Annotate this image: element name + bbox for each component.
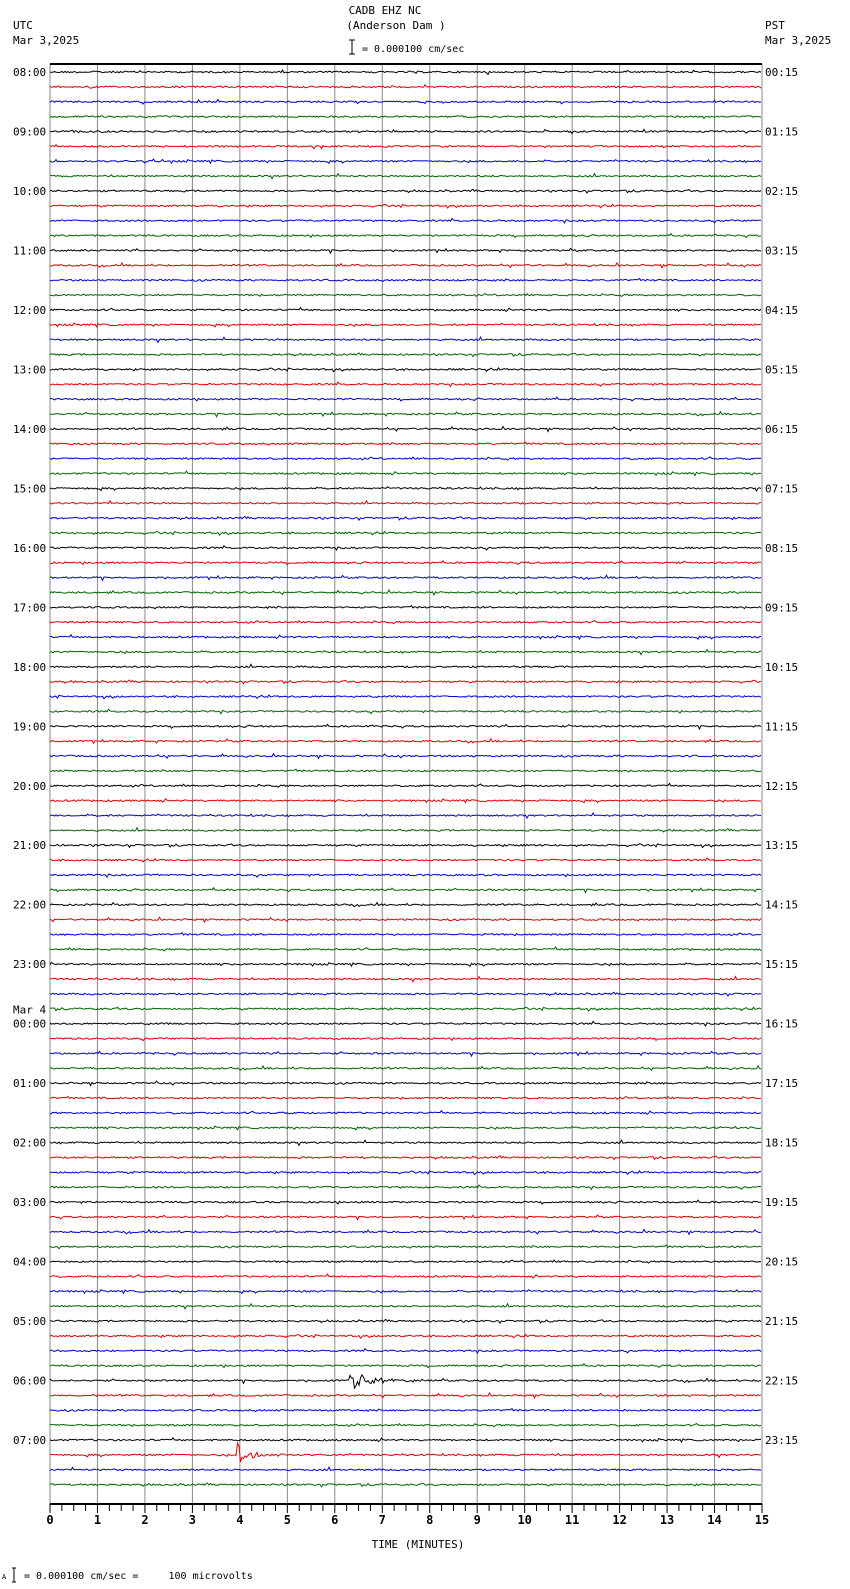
- trace-row-21: [50, 382, 761, 386]
- trace-row-71: [50, 1126, 761, 1130]
- x-tick-label: 12: [612, 1513, 627, 1527]
- pst-hour-label: 23:15: [765, 1434, 799, 1448]
- x-tick-label: 15: [754, 1513, 770, 1527]
- trace-row-66: [50, 1051, 761, 1056]
- trace-row-15: [50, 294, 761, 297]
- trace-row-5: [50, 145, 761, 149]
- utc-hour-label: 12:00: [13, 303, 47, 317]
- x-tick-label: 1: [93, 1513, 102, 1527]
- trace-row-6: [50, 159, 761, 163]
- x-tick-label: 6: [331, 1513, 339, 1527]
- utc-date: Mar 3,2025: [13, 34, 80, 47]
- trace-row-43: [50, 709, 761, 713]
- pst-hour-label: 01:15: [765, 125, 799, 139]
- utc-hour-label: 09:00: [13, 125, 47, 139]
- trace-row-95: [50, 1483, 761, 1487]
- trace-row-78: [50, 1229, 761, 1234]
- trace-row-23: [50, 412, 761, 417]
- utc-hour-label: 22:00: [13, 898, 47, 912]
- trace-row-19: [50, 353, 761, 357]
- trace-row-69: [50, 1096, 761, 1099]
- trace-row-37: [50, 621, 761, 624]
- pst-hour-label: 08:15: [765, 541, 799, 555]
- trace-row-20: [50, 368, 761, 372]
- x-tick-label: 7: [378, 1513, 386, 1527]
- x-tick-label: 11: [564, 1513, 580, 1527]
- x-tick-label: 14: [707, 1513, 722, 1527]
- trace-row-84: [50, 1319, 761, 1323]
- pst-hour-label: 13:15: [765, 839, 799, 853]
- trace-row-76: [50, 1200, 761, 1204]
- time-labels: [13, 66, 798, 1447]
- trace-row-32: [50, 546, 761, 550]
- trace-row-79: [50, 1245, 761, 1249]
- pst-hour-label: 17:15: [765, 1077, 799, 1091]
- utc-hour-label: 06:00: [13, 1374, 47, 1388]
- trace-row-92: [50, 1438, 761, 1442]
- trace-row-41: [50, 680, 761, 684]
- trace-row-36: [50, 606, 761, 609]
- trace-row-1: [50, 85, 761, 88]
- trace-row-83: [50, 1304, 761, 1309]
- trace-row-59: [50, 947, 761, 951]
- utc-hour-label: 02:00: [13, 1136, 47, 1150]
- pst-hour-label: 04:15: [765, 303, 799, 317]
- trace-row-81: [50, 1274, 761, 1278]
- trace-row-4: [50, 129, 761, 133]
- x-axis: [46, 1504, 769, 1527]
- trace-row-57: [50, 917, 761, 922]
- pst-hour-label: 16:15: [765, 1017, 799, 1031]
- trace-row-45: [50, 739, 761, 743]
- trace-row-3: [50, 116, 761, 119]
- pst-hour-label: 05:15: [765, 363, 799, 377]
- utc-hour-label: 20:00: [13, 779, 47, 793]
- trace-row-74: [50, 1171, 761, 1175]
- trace-row-60: [50, 962, 761, 966]
- trace-row-51: [50, 828, 761, 832]
- x-tick-label: 9: [473, 1513, 481, 1527]
- utc-hour-label: 18:00: [13, 660, 47, 674]
- footer-scale-note: = 0.000100 cm/sec = 100 microvolts: [24, 1571, 253, 1582]
- trace-row-91: [50, 1424, 761, 1427]
- trace-row-24: [50, 427, 761, 432]
- x-tick-label: 8: [426, 1513, 434, 1527]
- trace-row-64: [50, 1022, 761, 1026]
- utc-hour-label: 15:00: [13, 482, 47, 496]
- x-tick-label: 13: [659, 1513, 675, 1527]
- utc-hour-label: 14:00: [13, 422, 47, 436]
- utc-hour-label: 08:00: [13, 66, 47, 79]
- trace-row-28: [50, 487, 761, 491]
- trace-row-18: [50, 337, 761, 342]
- trace-row-44: [50, 724, 761, 729]
- utc-hour-label: 00:00: [13, 1017, 47, 1031]
- trace-row-52: [50, 844, 761, 848]
- trace-row-25: [50, 442, 761, 445]
- trace-row-9: [50, 204, 761, 208]
- trace-row-2: [50, 100, 761, 105]
- grid: [50, 64, 762, 1504]
- trace-row-7: [50, 174, 761, 179]
- utc-hour-label: 07:00: [13, 1434, 47, 1448]
- pst-hour-label: 12:15: [765, 779, 799, 793]
- trace-row-63: [50, 1007, 761, 1011]
- pst-hour-label: 22:15: [765, 1374, 799, 1388]
- trace-row-75: [50, 1185, 761, 1189]
- pst-hour-label: 10:15: [765, 660, 799, 674]
- trace-row-30: [50, 517, 761, 521]
- pst-hour-label: 06:15: [765, 422, 799, 436]
- trace-row-14: [50, 279, 761, 282]
- trace-row-72: [50, 1140, 761, 1145]
- trace-row-82: [50, 1290, 761, 1294]
- utc-hour-label: 23:00: [13, 958, 47, 972]
- trace-row-77: [50, 1215, 761, 1220]
- trace-row-8: [50, 189, 761, 193]
- trace-row-89: [50, 1393, 761, 1398]
- trace-row-58: [50, 933, 761, 936]
- trace-row-55: [50, 888, 761, 893]
- pst-date: Mar 3,2025: [765, 34, 832, 47]
- trace-row-31: [50, 532, 761, 536]
- trace-row-50: [50, 813, 761, 818]
- trace-row-38: [50, 635, 761, 640]
- trace-row-90: [50, 1409, 761, 1412]
- trace-row-65: [50, 1037, 761, 1040]
- pst-hour-label: 09:15: [765, 601, 799, 615]
- trace-row-70: [50, 1111, 761, 1115]
- utc-hour-label: 13:00: [13, 363, 47, 377]
- trace-row-48: [50, 783, 761, 787]
- trace-row-22: [50, 397, 761, 401]
- scale-bar-icon: [349, 40, 355, 54]
- trace-row-33: [50, 561, 761, 565]
- utc-hour-label: 05:00: [13, 1315, 47, 1329]
- utc-hour-label: 19:00: [13, 720, 47, 734]
- pst-hour-label: 20:15: [765, 1255, 799, 1269]
- trace-row-68: [50, 1081, 761, 1086]
- pst-hour-label: 19:15: [765, 1196, 799, 1210]
- x-tick-label: 10: [517, 1513, 532, 1527]
- pst-hour-label: 02:15: [765, 184, 799, 198]
- x-tick-label: 4: [236, 1513, 244, 1527]
- trace-row-47: [50, 769, 761, 772]
- pst-hour-label: 11:15: [765, 720, 799, 734]
- utc-hour-label: 04:00: [13, 1255, 47, 1269]
- pst-hour-label: 15:15: [765, 958, 799, 972]
- trace-row-85: [50, 1334, 761, 1338]
- trace-row-10: [50, 219, 761, 223]
- pst-hour-label: 14:15: [765, 898, 799, 912]
- trace-row-40: [50, 664, 761, 667]
- date-change-label: Mar 4: [13, 1003, 47, 1017]
- trace-row-35: [50, 590, 761, 595]
- trace-row-11: [50, 234, 761, 238]
- pst-label: PST: [765, 19, 785, 32]
- trace-row-42: [50, 695, 761, 699]
- x-tick-label: 2: [141, 1513, 149, 1527]
- utc-hour-label: 17:00: [13, 601, 47, 615]
- footer-scale-icon: [12, 1568, 16, 1582]
- utc-label: UTC: [13, 19, 33, 32]
- station-location: (Anderson Dam ): [346, 19, 446, 32]
- x-tick-label: 0: [46, 1513, 54, 1527]
- pst-hour-label: 00:15: [765, 66, 799, 79]
- utc-hour-label: 01:00: [13, 1077, 47, 1091]
- trace-row-46: [50, 754, 761, 759]
- x-axis-label: TIME (MINUTES): [371, 1538, 465, 1551]
- trace-row-62: [50, 992, 761, 996]
- trace-row-17: [50, 323, 761, 327]
- utc-hour-label: 10:00: [13, 184, 47, 198]
- pst-hour-label: 03:15: [765, 244, 799, 258]
- trace-row-29: [50, 501, 761, 504]
- x-tick-label: 3: [188, 1513, 197, 1527]
- utc-hour-label: 16:00: [13, 541, 47, 555]
- footer-prefix: A: [2, 1573, 7, 1581]
- pst-hour-label: 21:15: [765, 1315, 799, 1329]
- trace-row-0: [50, 70, 761, 74]
- trace-row-67: [50, 1066, 761, 1070]
- trace-row-86: [50, 1349, 761, 1353]
- scale-label: = 0.000100 cm/sec: [362, 44, 465, 55]
- pst-hour-label: 18:15: [765, 1136, 799, 1150]
- trace-row-13: [50, 263, 761, 268]
- trace-row-16: [50, 308, 761, 312]
- utc-hour-label: 21:00: [13, 839, 47, 853]
- traces: [50, 70, 761, 1487]
- trace-row-26: [50, 457, 761, 460]
- trace-row-80: [50, 1260, 761, 1263]
- trace-row-54: [50, 874, 761, 877]
- trace-row-39: [50, 650, 761, 655]
- trace-row-94: [50, 1467, 761, 1471]
- trace-row-61: [50, 977, 761, 982]
- trace-row-93: [50, 1443, 761, 1462]
- trace-row-34: [50, 575, 761, 580]
- trace-row-73: [50, 1156, 761, 1160]
- trace-row-88: [50, 1375, 761, 1388]
- trace-row-53: [50, 858, 761, 862]
- trace-row-56: [50, 903, 761, 907]
- trace-row-12: [50, 248, 761, 253]
- trace-row-49: [50, 799, 761, 803]
- utc-hour-label: 11:00: [13, 244, 47, 258]
- trace-row-87: [50, 1364, 761, 1368]
- station-title: CADB EHZ NC: [348, 4, 422, 17]
- pst-hour-label: 07:15: [765, 482, 799, 496]
- trace-row-27: [50, 471, 761, 475]
- utc-hour-label: 03:00: [13, 1196, 47, 1210]
- x-tick-label: 5: [283, 1513, 291, 1527]
